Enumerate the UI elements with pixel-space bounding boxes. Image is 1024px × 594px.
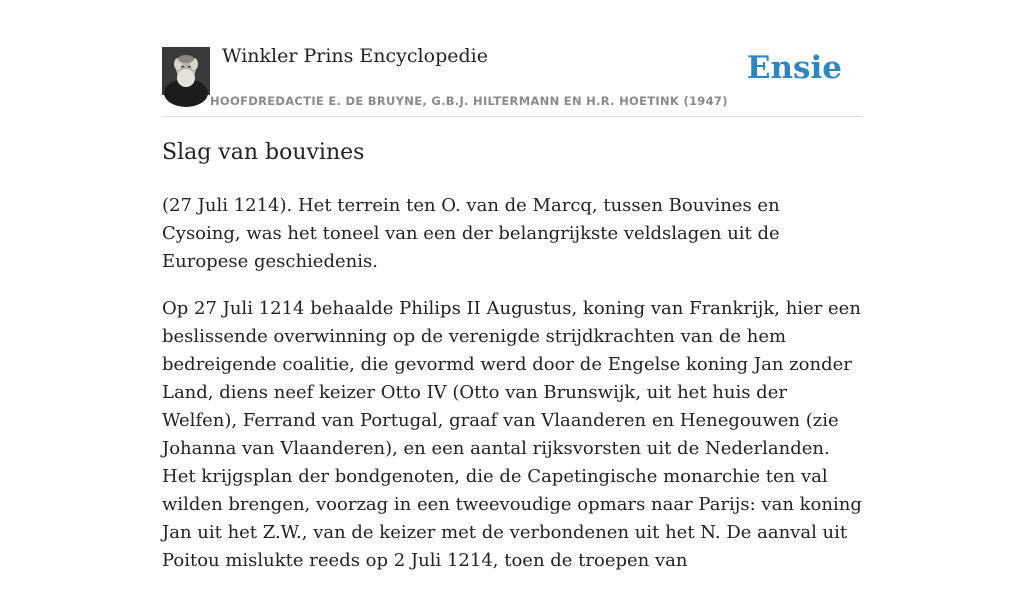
source-header xyxy=(162,0,862,117)
article-paragraph: Op 27 Juli 1214 behaalde Philips II Augustus, koning van Frankrijk, hier een beslissende overwinning op de verenigde strijdkrachten van de hem bedreigende coalitie, die gevormd werd door de Engelse koning Jan zonder Land, diens neef keizer Otto IV (Otto van Brunswijk, uit het huis der Welfen), Ferrand van Portugal, graaf van Vlaanderen en Henegouwen (zie Johanna van Vlaanderen), en een aantal rijksvorsten uit de Nederlanden. Het krijgsplan der bondgenoten, die de Capetingische monarchie ten val wilden brengen, voorzag in een tweevoudige opmars naar Parijs: van koning Jan uit het Z.W., van de keizer met de verbondenen uit het N. De aanval uit Poitou mislukte reeds op 2 Juli 1214, toen de troepen van xyxy=(162,298,862,571)
article-title: Slag van bouvines xyxy=(162,140,365,165)
article-paragraph: (27 Juli 1214). Het terrein ten O. van de Marcq, tussen Bouvines en Cysoing, was het toneel van een der belangrijkste veldslagen uit de Europese geschiedenis. xyxy=(162,195,780,272)
ensie-logo[interactable]: Ensie xyxy=(746,50,842,86)
author-avatar xyxy=(162,47,210,95)
source-title[interactable]: Winkler Prins Encyclopedie xyxy=(222,45,488,67)
page-container xyxy=(162,0,862,571)
source-editors: HOOFDREDACTIE E. DE BRUYNE, G.B.J. HILTERMANN EN H.R. HOETINK (1947) xyxy=(210,94,728,108)
article-body xyxy=(162,192,862,594)
